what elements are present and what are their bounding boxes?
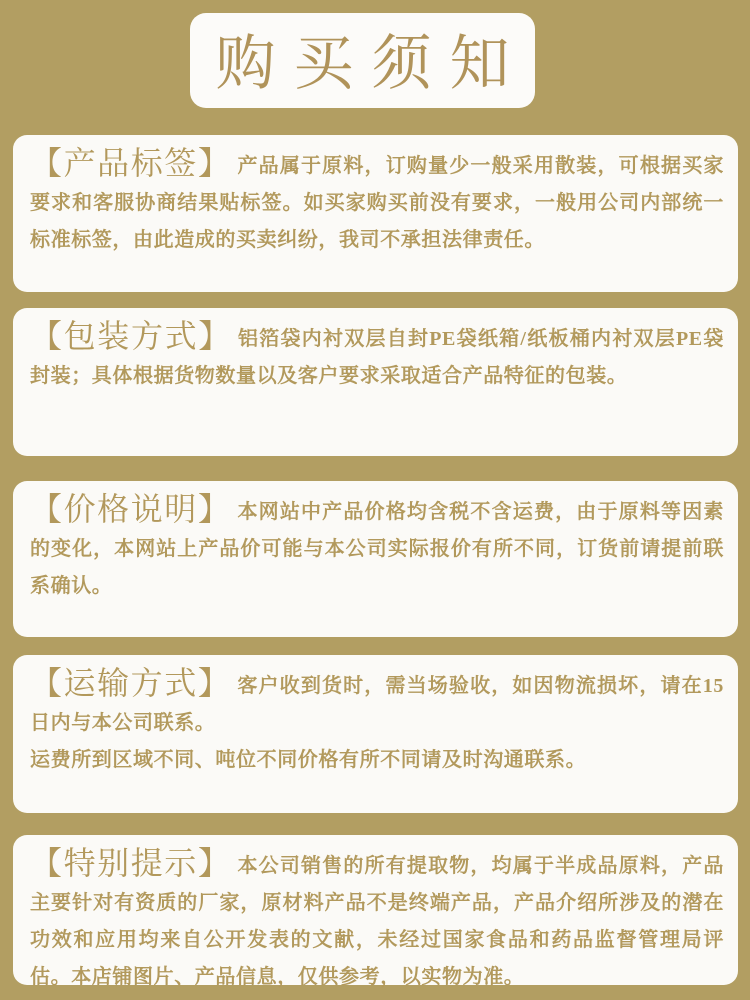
notice-card-packaging-method <box>13 308 738 456</box>
page-title: 购买须知 <box>215 30 528 97</box>
notice-card-price-note <box>13 481 738 637</box>
section-body-product-label: 产品属于原料，订购量少一般采用散装，可根据买家要求和客服协商结果贴标签。如买家购买前没有要求，一般用公司内部统一标准标签，由此造成的买卖纠纷，我司不承担法律责任。 <box>30 155 724 251</box>
section-heading-price-note: 【价格说明】 <box>30 491 232 527</box>
section-body-special-notice: 本公司销售的所有提取物，均属于半成品原料，产品主要针对有资质的厂家，原材料产品不是终端产品，产品介绍所涉及的潜在功效和应用均来自公开发表的文献，未经过国家食品和药品监督管理局评估。本店铺图片、产品信息，仅供参考，以实物为准。 <box>30 855 724 988</box>
notice-card-product-label <box>13 135 738 292</box>
page-title-card <box>190 13 535 108</box>
section-heading-shipping-method: 【运输方式】 <box>30 665 232 701</box>
notice-card-shipping-method <box>13 655 738 813</box>
notice-text <box>30 318 724 395</box>
section-body-shipping-method: 客户收到货时，需当场验收，如因物流损坏，请在15日内与本公司联系。 <box>30 675 724 734</box>
section-body-packaging-method: 铝箔袋内衬双层自封PE袋纸箱/纸板桶内衬双层PE袋封装；具体根据货物数量以及客户要求采取适合产品特征的包装。 <box>30 328 724 387</box>
notice-text <box>30 845 724 996</box>
section-heading-special-notice: 【特别提示】 <box>30 845 232 881</box>
notice-card-special-notice <box>13 835 738 988</box>
notice-text <box>30 491 724 605</box>
section-heading-product-label: 【产品标签】 <box>30 145 232 181</box>
section-heading-packaging-method: 【包装方式】 <box>30 318 232 354</box>
section-body-price-note: 本网站中产品价格均含税不含运费，由于原料等因素的变化，本网站上产品价可能与本公司实际报价有所不同，订货前请提前联系确认。 <box>30 501 724 597</box>
notice-text <box>30 145 724 259</box>
section-body-shipping-method-line2: 运费所到区域不同、吨位不同价格有所不同请及时沟通联系。 <box>30 749 587 771</box>
notice-text <box>30 665 724 779</box>
